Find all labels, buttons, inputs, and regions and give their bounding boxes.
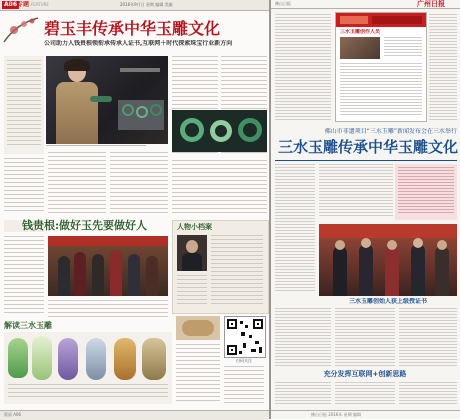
right-page-footer: 佛山日报 2016年 星期 编辑 xyxy=(271,410,460,420)
left-page-header xyxy=(0,0,269,11)
section3-headline: 解读三水玉雕 xyxy=(4,320,52,330)
main-headline: 碧玉丰传承中华玉雕文化 xyxy=(44,19,221,38)
text-column-3 xyxy=(4,158,44,216)
text-column-5 xyxy=(110,152,168,216)
inset-red-banner xyxy=(336,13,426,27)
page-number: A06 xyxy=(4,1,17,8)
section-label-en: FEATURE xyxy=(31,2,49,7)
jade-piece-6 xyxy=(142,338,166,380)
quote-box xyxy=(395,164,457,220)
jade-gallery xyxy=(4,332,172,404)
right-text-column-4 xyxy=(319,164,393,220)
right-text-column-5 xyxy=(275,308,331,368)
jade-piece-3 xyxy=(58,338,78,380)
text-column-4 xyxy=(48,152,106,216)
newspaper-logo: 广州日报 xyxy=(417,0,445,8)
headline-rule xyxy=(275,160,457,161)
text-column-8 xyxy=(48,300,168,320)
right-text-column-6 xyxy=(335,308,395,368)
text-column-10 xyxy=(224,366,264,406)
section2-headline: 钱贵根:做好玉先要做好人 xyxy=(22,219,148,232)
profile-title: 人物小档案 xyxy=(177,223,212,231)
header-info: 2016年9月日 星期 编辑 美编 xyxy=(120,2,173,7)
jade-bracelet-photo xyxy=(172,110,267,152)
inset-photo xyxy=(340,37,380,59)
jade-piece-2 xyxy=(32,336,52,380)
right-text-column-7 xyxy=(399,308,457,368)
event-group-photo xyxy=(48,236,168,296)
jade-piece-5 xyxy=(114,338,136,380)
subheadline: 公司助力人钱贵根领衔承传承人证书,互联网＋时代探索珠宝行业新方向 xyxy=(44,40,233,47)
profile-box xyxy=(172,220,269,314)
right-text-column-3 xyxy=(275,164,315,294)
right-text-column-10 xyxy=(399,382,457,408)
right-text-column-8 xyxy=(275,382,331,408)
award-ceremony-photo xyxy=(319,224,457,296)
section-label: 专题 xyxy=(17,1,30,8)
main-photo-model xyxy=(46,56,168,144)
right-page-header: 佛山日报 广州日报 xyxy=(271,0,460,9)
ink-flower-icon xyxy=(2,14,42,44)
text-column-7 xyxy=(4,236,44,316)
article-headline: 三水玉雕传承中华玉雕文化 xyxy=(277,138,458,156)
qr-code-icon[interactable] xyxy=(224,316,266,358)
text-column-6 xyxy=(172,160,267,216)
jade-piece-4 xyxy=(86,338,106,380)
qr-caption: 扫码关注 xyxy=(236,358,252,363)
right-newspaper-page xyxy=(271,0,460,419)
left-intro-box xyxy=(4,56,44,154)
photo-caption xyxy=(46,145,168,146)
inset-newspaper-page xyxy=(335,12,427,122)
section-subhead: 充分发挥互联网+创新思路 xyxy=(323,370,407,378)
right-text-column-1 xyxy=(275,14,331,122)
photo-caption-right: 三水玉雕创始人获上级授证书 xyxy=(348,298,427,305)
inset-headline: 三水玉雕创作人员 xyxy=(340,29,381,35)
left-page-footer: 版面 A06 xyxy=(0,410,269,420)
jade-piece-1 xyxy=(8,338,28,378)
article-kicker: 佛山市非遗项目“三水玉雕”新闻发布会在三水举行 xyxy=(324,128,457,135)
profile-portrait xyxy=(177,235,207,271)
text-column-9 xyxy=(176,344,220,404)
right-text-column-2 xyxy=(429,14,457,122)
jade-carving-photo xyxy=(176,316,220,340)
right-text-column-9 xyxy=(335,382,395,408)
